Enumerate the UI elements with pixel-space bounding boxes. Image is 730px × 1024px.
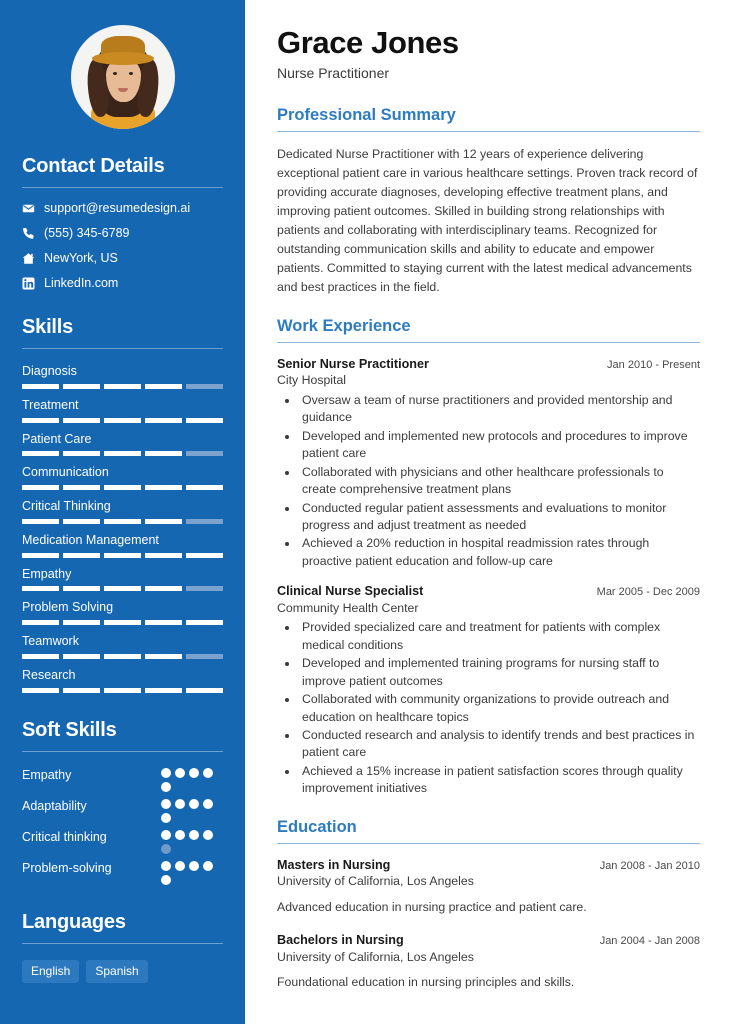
skill-item [22, 601, 223, 625]
education-entry-description: Advanced education in nursing practice and patient care. [277, 899, 587, 914]
work-experience-section [277, 317, 700, 798]
skill-bar-segment [186, 418, 223, 423]
skill-name: Treatment [22, 397, 79, 412]
soft-skill-name: Empathy [22, 767, 72, 782]
skill-bar-segment [63, 688, 100, 693]
rating-dot [161, 782, 171, 792]
contact-details-section [22, 155, 223, 290]
rating-dot [161, 875, 171, 885]
skill-bar-segment [22, 553, 59, 558]
rating-dot [189, 830, 199, 840]
education-entry [277, 932, 700, 992]
professional-summary-heading: Professional Summary [277, 105, 456, 124]
soft-skill-item [22, 861, 223, 885]
skill-item [22, 534, 223, 558]
education-divider [277, 843, 700, 844]
soft-skill-rating [161, 830, 223, 854]
skill-bar-segment [145, 384, 182, 389]
contact-details-divider [22, 187, 223, 188]
skill-level-bar [22, 553, 223, 558]
language-tag[interactable]: English [22, 960, 79, 983]
skill-bar-segment [63, 553, 100, 558]
contact-item-label: (555) 345-6789 [44, 226, 130, 241]
work-entry-bullet: • Developed and implemented training programs for nursing staff to improve patient outcomes [299, 655, 700, 690]
skill-bar-segment [22, 384, 59, 389]
languages-section [22, 911, 223, 983]
contact-item-label: NewYork, US [44, 251, 118, 266]
skill-item [22, 568, 223, 592]
skill-bar-segment [63, 451, 100, 456]
skill-item [22, 669, 223, 693]
skill-bar-segment [22, 485, 59, 490]
work-entry-bullet: • Collaborated with community organizations to provide outreach and education on healthcare topics [299, 691, 700, 726]
skill-bar-segment [63, 586, 100, 591]
skill-name: Problem Solving [22, 600, 114, 615]
soft-skills-list [22, 768, 223, 885]
work-entry-organization: Community Health Center [277, 600, 419, 615]
rating-dot [161, 768, 171, 778]
skill-bar-segment [104, 586, 141, 591]
education-entry [277, 857, 700, 917]
skill-bar-segment [104, 485, 141, 490]
skill-item [22, 365, 223, 389]
skill-bar-segment [22, 418, 59, 423]
skill-bar-segment [104, 553, 141, 558]
education-section [277, 818, 700, 992]
job-title: Nurse Practitioner [277, 65, 390, 82]
education-entry-date: Jan 2008 - Jan 2010 [599, 859, 700, 872]
languages-divider [22, 943, 223, 944]
skill-bar-segment [186, 384, 223, 389]
education-entry-degree: Bachelors in Nursing [277, 933, 404, 948]
language-tag[interactable]: Spanish [86, 960, 147, 983]
skill-bar-segment [145, 553, 182, 558]
work-experience-list [277, 356, 700, 798]
work-entry-bullet: • Conducted regular patient assessments and evaluations to monitor progress and adjust treatment as needed [299, 500, 700, 535]
skill-level-bar [22, 451, 223, 456]
work-entry-bullets [277, 392, 700, 571]
sidebar [0, 0, 245, 1024]
skill-bar-segment [63, 485, 100, 490]
home-icon [22, 252, 42, 265]
rating-dot [189, 768, 199, 778]
skill-level-bar [22, 485, 223, 490]
rating-dot [175, 861, 185, 871]
contact-item[interactable] [22, 202, 223, 215]
skill-bar-segment [63, 654, 100, 659]
skill-bar-segment [145, 688, 182, 693]
work-entry-bullet: • Developed and implemented new protocols and procedures to improve patient care [299, 428, 700, 463]
work-experience-divider [277, 342, 700, 343]
work-entry-title: Senior Nurse Practitioner [277, 356, 429, 371]
work-entry-date: Mar 2005 - Dec 2009 [596, 586, 700, 599]
work-entry [277, 356, 700, 570]
work-entry-bullet: • Oversaw a team of nurse practitioners and provided mentorship and guidance [299, 392, 700, 427]
work-entry-bullet: • Provided specialized care and treatment for patients with complex medical conditions [299, 619, 700, 654]
skill-bar-segment [104, 654, 141, 659]
skill-bar-segment [22, 451, 59, 456]
education-entry-institution: University of California, Los Angeles [277, 873, 474, 888]
professional-summary-divider [277, 131, 700, 132]
work-entry-bullet: • Achieved a 20% reduction in hospital readmission rates through proactive patient education and follow-up care [299, 535, 700, 570]
work-entry-header [277, 356, 700, 372]
soft-skill-name: Adaptability [22, 798, 87, 813]
skills-list [22, 365, 223, 693]
skill-level-bar [22, 654, 223, 659]
contact-item-label: support@resumedesign.ai [44, 201, 191, 216]
skill-bar-segment [22, 519, 59, 524]
contact-item[interactable] [22, 227, 223, 240]
skill-bar-segment [63, 384, 100, 389]
skills-divider [22, 348, 223, 349]
avatar-container [22, 0, 223, 155]
skill-bar-segment [63, 620, 100, 625]
soft-skills-section [22, 719, 223, 885]
skill-name: Teamwork [22, 634, 79, 648]
work-experience-heading: Work Experience [277, 317, 411, 336]
linkedin-icon [22, 277, 42, 290]
work-entry-bullet: • Conducted research and analysis to identify trends and best practices in patient care [299, 727, 700, 762]
work-entry-bullet: • Achieved a 15% increase in patient satisfaction scores through quality improvement initiatives [299, 763, 700, 798]
soft-skill-item [22, 768, 223, 792]
rating-dot [175, 799, 185, 809]
work-entry-header [277, 583, 700, 599]
soft-skill-item [22, 830, 223, 854]
skill-bar-segment [104, 519, 141, 524]
work-entry [277, 583, 700, 797]
skill-name: Patient Care [22, 431, 92, 446]
skill-bar-segment [186, 586, 223, 591]
rating-dot [189, 861, 199, 871]
skill-bar-segment [145, 586, 182, 591]
skill-bar-segment [145, 620, 182, 625]
skill-bar-segment [22, 586, 59, 591]
soft-skill-rating [161, 799, 223, 823]
skill-item [22, 635, 223, 659]
skill-bar-segment [22, 654, 59, 659]
contact-item[interactable] [22, 252, 223, 265]
skill-item [22, 433, 223, 457]
skill-level-bar [22, 586, 223, 591]
rating-dot [161, 813, 171, 823]
avatar-hat-brim [92, 52, 154, 65]
education-entry-date: Jan 2004 - Jan 2008 [599, 935, 700, 948]
soft-skills-divider [22, 751, 223, 752]
soft-skill-rating [161, 768, 223, 792]
skill-bar-segment [104, 620, 141, 625]
skill-bar-segment [63, 418, 100, 423]
education-list [277, 857, 700, 993]
work-entry-organization: City Hospital [277, 373, 347, 388]
soft-skill-item [22, 799, 223, 823]
skill-name: Research [22, 667, 76, 682]
skill-bar-segment [186, 688, 223, 693]
work-entry-bullets [277, 619, 700, 798]
rating-dot [203, 768, 213, 778]
skill-bar-segment [145, 451, 182, 456]
skill-item [22, 500, 223, 524]
skills-section [22, 316, 223, 693]
education-entry-description: Foundational education in nursing principles and skills. [277, 975, 575, 990]
page-title: Grace Jones [277, 25, 459, 60]
rating-dot [161, 861, 171, 871]
soft-skill-name: Critical thinking [22, 829, 107, 844]
skill-level-bar [22, 688, 223, 693]
skill-bar-segment [186, 451, 223, 456]
professional-summary-text: Dedicated Nurse Practitioner with 12 years of experience delivering exceptional patient care in various healthcare settings. Proven track record of providing accurate diagnoses, developing effective treatment plans, and improving patient outcomes. Skilled in building strong relationships with patients and collaborating with interdisciplinary teams. Recognized for outstanding communication skills and ability to educate and empower patients. Committed to staying current with the latest medical advancements and best practices in the field. [277, 146, 698, 295]
skill-bar-segment [22, 688, 59, 693]
rating-dot [203, 861, 213, 871]
skill-bar-segment [186, 553, 223, 558]
contact-list [22, 202, 223, 290]
professional-summary-section [277, 106, 700, 297]
rating-dot [161, 799, 171, 809]
rating-dot [189, 799, 199, 809]
skill-item [22, 399, 223, 423]
work-entry-title: Clinical Nurse Specialist [277, 584, 424, 599]
skill-name: Empathy [22, 566, 72, 581]
skill-bar-segment [104, 418, 141, 423]
education-entry-degree: Masters in Nursing [277, 857, 391, 872]
skill-bar-segment [186, 485, 223, 490]
avatar-mouth [118, 88, 128, 92]
skill-bar-segment [145, 418, 182, 423]
avatar [71, 25, 175, 129]
skill-bar-segment [145, 485, 182, 490]
skills-heading: Skills [22, 316, 74, 338]
skill-level-bar [22, 384, 223, 389]
skill-bar-segment [145, 519, 182, 524]
soft-skill-rating [161, 861, 223, 885]
rating-dot [203, 830, 213, 840]
education-entry-header [277, 857, 700, 873]
skill-name: Medication Management [22, 532, 159, 547]
skill-level-bar [22, 620, 223, 625]
skill-name: Communication [22, 465, 109, 480]
rating-dot [161, 844, 171, 854]
envelope-icon [22, 202, 42, 215]
education-heading: Education [277, 817, 357, 836]
phone-icon [22, 227, 42, 240]
skill-bar-segment [22, 620, 59, 625]
rating-dot [203, 799, 213, 809]
avatar-eye-left [113, 72, 117, 75]
contact-item-label: LinkedIn.com [44, 276, 119, 291]
skill-name: Critical Thinking [22, 499, 111, 513]
skill-bar-segment [186, 620, 223, 625]
skill-name: Diagnosis [22, 364, 77, 378]
rating-dot [175, 830, 185, 840]
skill-bar-segment [104, 688, 141, 693]
rating-dot [161, 830, 171, 840]
contact-details-heading: Contact Details [22, 155, 165, 177]
education-entry-institution: University of California, Los Angeles [277, 949, 474, 964]
language-tag-list [22, 960, 223, 983]
skill-level-bar [22, 418, 223, 423]
soft-skills-heading: Soft Skills [22, 718, 117, 741]
skill-item [22, 466, 223, 490]
rating-dot [175, 768, 185, 778]
work-entry-date: Jan 2010 - Present [607, 358, 700, 371]
languages-heading: Languages [22, 910, 126, 933]
skill-level-bar [22, 519, 223, 524]
main-content [245, 0, 730, 1024]
education-entry-header [277, 932, 700, 948]
skill-bar-segment [186, 654, 223, 659]
skill-bar-segment [186, 519, 223, 524]
skill-bar-segment [145, 654, 182, 659]
skill-bar-segment [104, 451, 141, 456]
soft-skill-name: Problem-solving [22, 860, 112, 875]
contact-item[interactable] [22, 277, 223, 290]
work-entry-bullet: • Collaborated with physicians and other healthcare professionals to create comprehensive treatment plans [299, 464, 700, 499]
skill-bar-segment [63, 519, 100, 524]
avatar-eye-right [129, 72, 133, 75]
skill-bar-segment [104, 384, 141, 389]
